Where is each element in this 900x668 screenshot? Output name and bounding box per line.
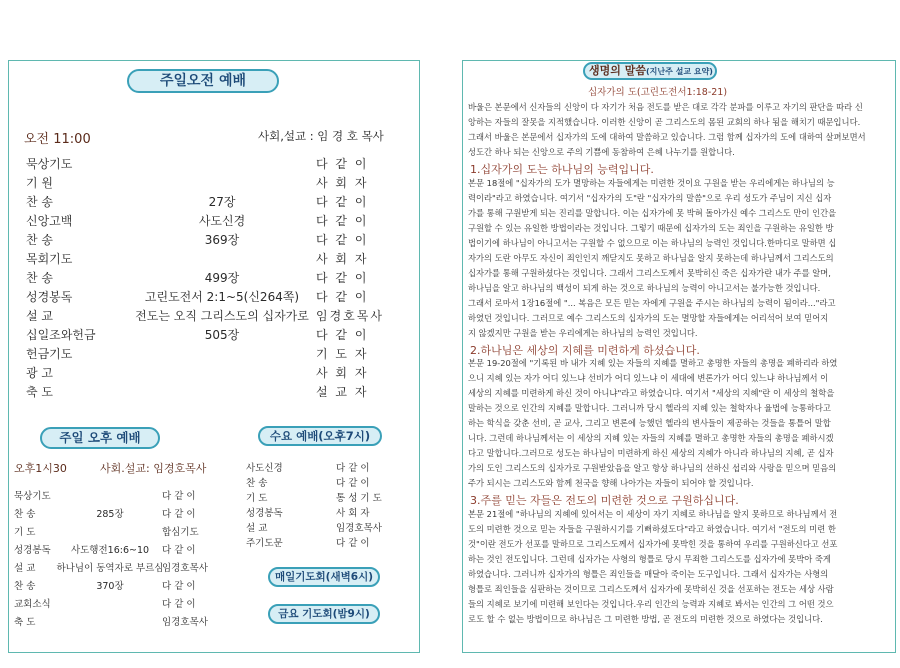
order-item: 설 교 — [246, 523, 268, 534]
paragraph-line: 가를 통해 구원받게 되는 진리를 말합니다. 이는 십자가에 못 박혀 돌아가신 예수 그리스도 만이 인간을 — [468, 207, 837, 218]
order-person: 다 같 이 — [316, 290, 369, 304]
order-item: 찬 송 — [26, 233, 53, 247]
order-person: 다 같 이 — [316, 214, 369, 228]
sermon-subtitle: 십자가의 도(고린도전서1:18-21) — [588, 87, 728, 98]
order-item: 십일조와헌금 — [26, 328, 96, 342]
paragraph-line: 형틀로 죄인들을 심판하는 것이므로 그리스도께서 십자가에 못박히신 것을 선포하는 전도는 세상 사람 — [468, 583, 834, 594]
order-detail: 285장 — [96, 509, 124, 520]
paragraph-line: 구원할 수 있는 유일한 방법이라는 것입니다. 그렇기 때문에 십자가의 도는 죄인을 구원하는 유일한 방 — [468, 222, 834, 233]
order-row — [14, 596, 244, 612]
afternoon-service-time: 오후1시30 — [14, 462, 67, 475]
order-person: 기 도 자 — [316, 347, 369, 361]
paragraph-line: 력이라"라고 하였습니다. 여기서 "십자가의 도"란 "십자가의 말씀"으로 우리 성도가 주님이 지신 십자 — [468, 192, 832, 203]
order-item: 묵상기도 — [14, 491, 51, 502]
order-item: 기 원 — [26, 176, 53, 190]
order-person: 다 같 이 — [316, 157, 369, 171]
paragraph-line: 하였던 것입니다. 그러므로 예수 그리스도의 십자가의 도는 멸망할 자들에게는 어리석어 보여 믿어지 — [468, 312, 829, 323]
order-detail: 고린도전서 2:1~5(신264쪽) — [144, 290, 300, 304]
order-detail: 370장 — [96, 581, 124, 592]
order-detail: 사도신경 — [198, 214, 246, 228]
order-person: 사 회 자 — [316, 366, 369, 380]
order-person: 다 같 이 — [162, 545, 196, 556]
order-item: 설 교 — [26, 309, 53, 323]
order-item: 찬 송 — [26, 195, 53, 209]
order-item: 찬 송 — [26, 271, 53, 285]
paragraph-line: 세상의 지혜를 미련하게 하신 것이 아니냐"라고 하였습니다. 여기서 "세상의 지혜"란 이 세상의 철학을 — [468, 388, 835, 398]
order-row — [14, 506, 244, 522]
order-person: 다 같 이 — [316, 195, 369, 209]
order-row — [26, 212, 376, 230]
paragraph-line: 도의 미련한 것으로 믿는 자들을 구원하시기를 기뻐하셨도다"라고 하였습니다. 여기서 "전도의 미련 한 — [468, 523, 836, 534]
paragraph-line: 성도간 하나 되는 신앙으로 주의 기쁨에 동참하여 은혜 나누기를 원합니다. — [468, 147, 735, 157]
order-person: 통 성 기 도 — [336, 493, 382, 504]
order-row — [26, 345, 376, 363]
order-detail: 하나님이 동역자로 부르심 — [56, 563, 164, 574]
order-item: 축 도 — [26, 385, 53, 399]
order-person: 사 회 자 — [316, 176, 369, 190]
order-item: 설 교 — [14, 563, 36, 574]
paragraph-line: 들의 지혜로 보기에 미련해 보인다는 것입니다.우리 인간의 능력과 지혜로 봐서는 인간의 그 어떤 것으 — [468, 598, 834, 609]
order-row — [26, 155, 376, 173]
order-row — [26, 383, 376, 401]
morning-service-leader: 사회,설교 : 임 경 호 목사 — [258, 129, 384, 143]
order-row — [26, 231, 376, 249]
paragraph-line: 본문 21절에 "하나님의 지혜에 있어서는 이 세상이 자기 지혜로 하나님을 알지 못하므로 하나님께서 전 — [468, 508, 838, 519]
order-row — [14, 542, 244, 558]
order-item: 찬 송 — [246, 478, 268, 489]
paragraph-line: 가의 도인 그리스도의 십자가로 구원받았음을 알고 항상 하나님의 선하신 섭리와 사랑을 믿으며 믿음의 — [468, 463, 837, 473]
order-row — [26, 364, 376, 382]
paragraph-line: 하였습니다. 그러니까 십자가의 형틀은 죄인들을 매달아 죽이는 도구입니다. 그래서 십자가는 사형의 — [468, 568, 829, 579]
paragraph-line: 바울은 본문에서 신자들의 신앙이 다 자기가 처음 전도를 받은 대로 각각 분파를 이루고 자기의 판단을 따라 신 — [468, 102, 863, 112]
order-person: 사 회 자 — [336, 508, 370, 519]
paragraph-line: 으니 지혜 있는 자가 어디 있느냐 선비가 어디 있느냐 이 세대에 변론가가 어디 있느냐 하나님께서 이 — [468, 373, 829, 383]
paragraph-line: 다고 말합니다.그러므로 성도는 하나님이 미련하게 하신 세상의 지혜가 아니라 하나님의 지혜, 곧 십자 — [468, 448, 834, 458]
order-person: 다 같 이 — [162, 581, 196, 592]
order-item: 찬 송 — [14, 509, 36, 520]
paragraph-line: 로도 할 수 없는 방법이므로 하나님은 그 미련한 방법, 곧 전도의 미련한 것으로 하였다는 것입니다. — [468, 613, 823, 624]
order-item: 기 도 — [14, 527, 36, 538]
afternoon-service-leader: 사회.설교: 임경호목사 — [100, 462, 207, 475]
order-row — [246, 490, 396, 506]
order-item: 묵상기도 — [26, 157, 73, 171]
paragraph-line: 것"이란 전도가 선포를 말하므로 그리스도께서 십자가에 못박힌 것을 통하여 우리를 구원하신다고 선포 — [468, 538, 838, 549]
order-item: 광 고 — [26, 366, 53, 380]
order-row — [26, 250, 376, 268]
paragraph-line: 하나님을 알고 하나님의 백성이 되게 하는 것으로 하나님의 능력이 아니고서는 불가능한 것입니다. — [468, 282, 821, 293]
morning-service-time: 오전 11:00 — [24, 132, 91, 147]
order-detail: 505장 — [204, 328, 240, 342]
order-row — [26, 326, 376, 344]
order-row — [246, 475, 396, 491]
order-item: 축 도 — [14, 617, 36, 628]
order-item: 헌금기도 — [26, 347, 73, 361]
order-person: 설 교 자 — [316, 385, 369, 399]
paragraph-line: 법이기에 하나님이 아니고서는 구원할 수 없으므로 이는 하나님의 능력인 것입니다.한마디로 말하면 십 — [468, 237, 837, 248]
paragraph-line: 지 않겠지만 구원을 받는 우리에게는 하나님의 능력인 것입니다. — [468, 327, 698, 338]
order-item: 기 도 — [246, 493, 268, 504]
order-person: 다 같 이 — [316, 233, 369, 247]
friday-prayer-title: 금요 기도회(밤9시) — [268, 604, 380, 624]
order-person: 임경호목사 — [336, 523, 382, 534]
wednesday-service-title: 수요 예배(오후7시) — [258, 426, 382, 446]
order-person: 임경호목사 — [162, 563, 208, 574]
order-person: 다 같 이 — [162, 599, 196, 610]
order-detail: 499장 — [204, 271, 240, 285]
order-person: 다 같 이 — [162, 491, 196, 502]
order-person: 다 같 이 — [316, 271, 369, 285]
paragraph-line: 그래서 바울은 본문에서 십자가의 도에 대하여 말씀하고 있습니다. 그럼 함께 십자가의 도에 대하여 살펴보면서 — [468, 132, 866, 142]
morning-service-title: 주일오전 예배 — [127, 69, 279, 93]
paragraph-line: 하는 학식을 갖춘 선비, 곧 교사, 그리고 변론에 능했던 헬라의 변사들이 제공하는 것들을 통틀어 말합 — [468, 418, 831, 428]
order-row — [26, 174, 376, 192]
order-person: 합심기도 — [162, 527, 199, 538]
section-heading: 3.주를 믿는 자들은 전도의 미련한 것으로 구원하십니다. — [470, 494, 739, 507]
order-row — [246, 505, 396, 521]
afternoon-service-title: 주일 오후 예배 — [40, 427, 160, 449]
paragraph-line: 주가 되시는 그리스도와 함께 천국을 향해 나아가는 자들이 되어야 할 것입니다. — [468, 478, 754, 488]
order-detail: 전도는 오직 그리스도의 십자가로 — [135, 309, 309, 323]
order-item: 목회기도 — [26, 252, 73, 266]
order-row — [14, 488, 244, 504]
order-item: 주기도문 — [246, 538, 283, 549]
order-row — [14, 614, 244, 630]
order-row — [26, 307, 384, 325]
section-heading: 2.하나님은 세상의 지혜를 미련하게 하셨습니다. — [470, 343, 700, 357]
sermon-title — [583, 62, 717, 80]
paragraph-line: 본문 18절에 "십자가의 도가 멸망하는 자들에게는 미련한 것이요 구원을 받는 우리에게는 하나님의 능 — [468, 177, 835, 188]
paragraph-line: 말하는 것으로 인간의 지혜를 말합니다. 그러니까 당시 헬라의 지혜 있는 철학자나 율법에 능통하다고 — [468, 403, 831, 413]
order-row — [26, 193, 376, 211]
paragraph-line: 자가의 도란 아무도 자신이 죄인인지 깨닫지도 못하고 하나님을 알지 못하는데 하나님께서 그리스도의 — [468, 252, 834, 263]
order-row — [14, 560, 244, 576]
order-item: 성경봉독 — [246, 508, 283, 519]
paragraph-line: 니다. 그런데 하나님께서는 이 세상의 지혜 있는 자들의 지혜를 멸하고 총명한 자들의 총명을 폐하시겠 — [468, 433, 834, 443]
order-row — [26, 288, 376, 306]
order-person: 사 회 자 — [316, 252, 369, 266]
order-row — [26, 269, 376, 287]
order-detail: 369장 — [204, 233, 240, 247]
order-item: 사도신경 — [246, 463, 283, 474]
paragraph-line: 그래서 로마서 1장16절에 "... 복음은 모든 믿는 자에게 구원을 주시는 하나님의 능력이 됨이라..."라고 — [468, 297, 836, 308]
order-person: 임경호목사 — [316, 309, 384, 323]
paragraph-line: 앙하는 자들의 잘못을 지적했습니다. 이러한 신앙이 곧 그리스도의 몸된 교회의 하나 됨을 해치기 때문입니다. — [468, 117, 861, 127]
order-person: 임경호목사 — [162, 617, 208, 628]
order-person: 다 같 이 — [336, 463, 370, 474]
order-detail: 27장 — [208, 195, 236, 209]
sermon-title-main: 생명의 말씀 — [589, 64, 646, 77]
order-row — [246, 535, 396, 551]
paragraph-line: 하는 것인 전도입니다. 그런데 십자가는 사형의 형틀로 당시 무죄한 그리스도를 십자가에 못박아 죽게 — [468, 553, 831, 564]
paragraph-line: 십자가를 통해 구원하셨다는 것입니다. 그래서 그리스도께서 못박히신 죽은 십자가란 내가 주를 알며, — [468, 267, 831, 278]
order-person: 다 같 이 — [336, 538, 370, 549]
order-person: 다 같 이 — [336, 478, 370, 489]
order-row — [14, 524, 244, 540]
order-person: 다 같 이 — [316, 328, 369, 342]
order-person: 다 같 이 — [162, 509, 196, 520]
order-item: 찬 송 — [14, 581, 36, 592]
order-item: 교회소식 — [14, 599, 51, 610]
order-item: 신앙고백 — [26, 214, 73, 228]
sermon-title-sub: (지난주 설교 요약) — [645, 67, 713, 76]
order-detail: 사도행전16:6~10 — [70, 545, 150, 556]
order-row — [14, 578, 244, 594]
order-item: 성경봉독 — [26, 290, 73, 304]
paragraph-line: 본문 19-20절에 "기록된 바 내가 지혜 있는 자들의 지혜를 멸하고 총명한 자들의 총명을 폐하리라 하였 — [468, 358, 838, 368]
dawn-prayer-title: 매일기도회(새벽6시) — [268, 567, 380, 587]
order-row — [246, 460, 396, 476]
section-heading: 1.십자가의 도는 하나님의 능력입니다. — [470, 163, 654, 176]
order-row — [246, 520, 396, 536]
order-item: 성경봉독 — [14, 545, 51, 556]
